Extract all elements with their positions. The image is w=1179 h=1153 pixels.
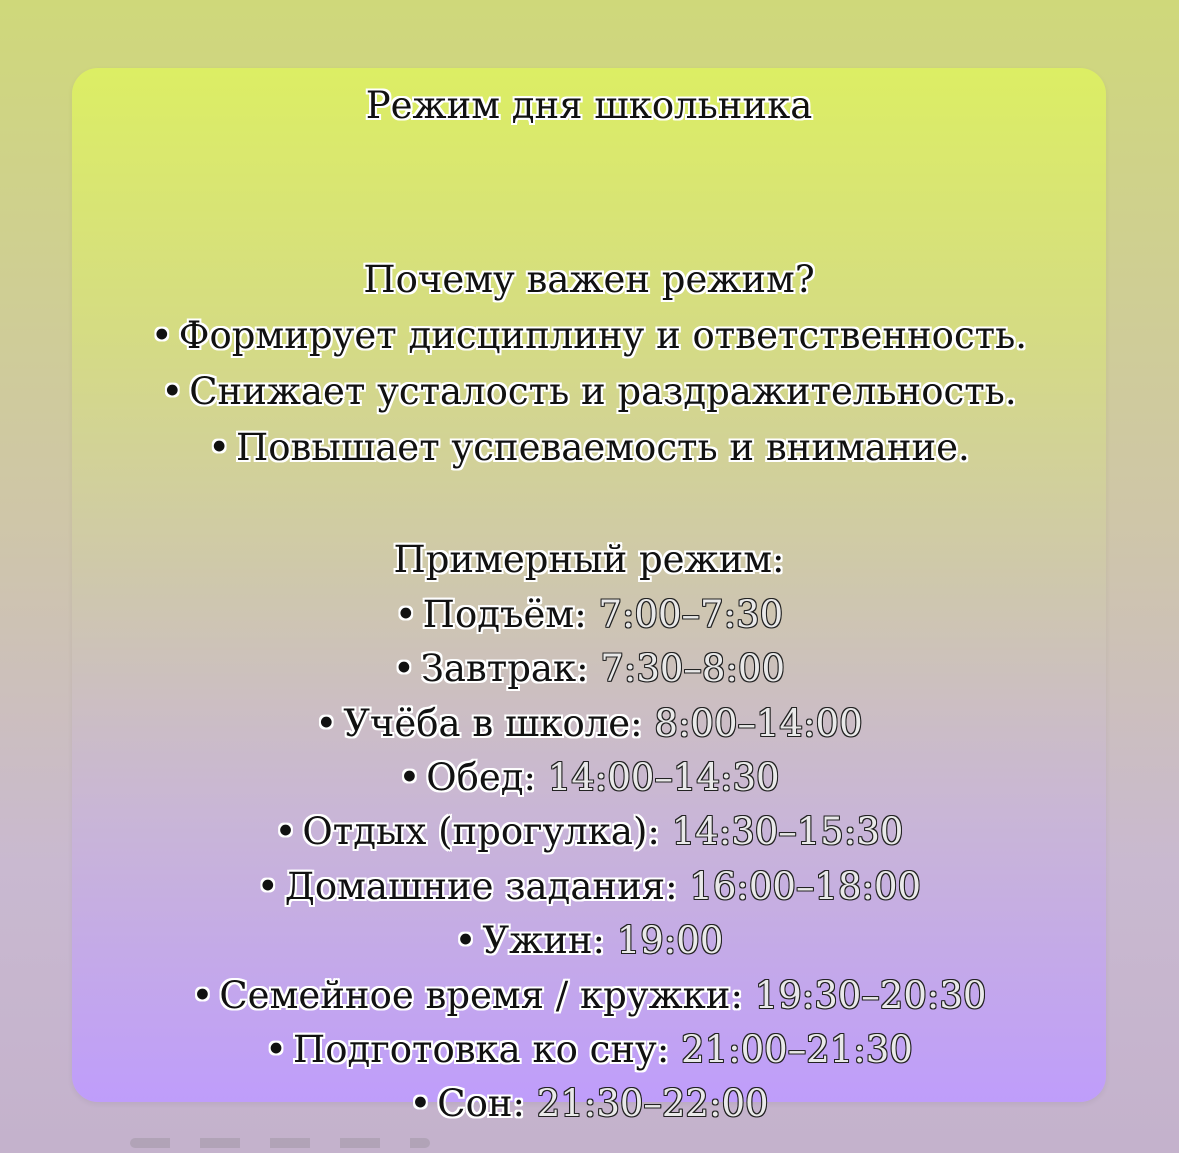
schedule-item: • Обед: 14:00–14:30 bbox=[398, 756, 780, 799]
bullet-icon: • bbox=[398, 756, 421, 799]
schedule-item: • Завтрак: 7:30–8:00 bbox=[392, 647, 786, 690]
bullet-icon: • bbox=[392, 647, 415, 690]
schedule-time: 19:00 bbox=[616, 919, 724, 962]
bullet-icon: • bbox=[191, 974, 214, 1017]
bullet-icon: • bbox=[394, 593, 417, 636]
bullet-icon: • bbox=[208, 426, 231, 469]
why-item-1: • Формирует дисциплину и ответственность. bbox=[150, 314, 1028, 357]
schedule-item: • Подготовка ко сну: 21:00–21:30 bbox=[265, 1028, 913, 1071]
why-heading: Почему важен режим? bbox=[363, 258, 815, 301]
why-item-2: • Снижает усталость и раздражительность. bbox=[161, 370, 1017, 413]
schedule-time: 7:00–7:30 bbox=[598, 593, 784, 636]
schedule-item: • Отдых (прогулка): 14:30–15:30 bbox=[274, 810, 904, 853]
schedule-item: • Ужин: 19:00 bbox=[454, 919, 724, 962]
schedule-time: 21:30–22:00 bbox=[536, 1082, 769, 1125]
schedule-item: • Домашние задания: 16:00–18:00 bbox=[256, 865, 922, 908]
schedule-time: 8:00–14:00 bbox=[654, 702, 863, 745]
schedule-heading: Примерный режим: bbox=[393, 538, 785, 581]
schedule-item: • Подъём: 7:00–7:30 bbox=[394, 593, 784, 636]
card-title: Режим дня школьника bbox=[365, 84, 813, 127]
schedule-time: 14:00–14:30 bbox=[547, 756, 780, 799]
schedule-item: • Учёба в школе: 8:00–14:00 bbox=[315, 702, 863, 745]
bullet-icon: • bbox=[315, 702, 338, 745]
bullet-icon: • bbox=[150, 314, 173, 357]
schedule-time: 7:30–8:00 bbox=[600, 647, 786, 690]
bullet-icon: • bbox=[274, 810, 297, 853]
schedule-time: 21:00–21:30 bbox=[681, 1028, 913, 1071]
schedule-time: 19:30–20:30 bbox=[754, 974, 987, 1017]
schedule-item: • Сон: 21:30–22:00 bbox=[409, 1082, 769, 1125]
schedule-time: 14:30–15:30 bbox=[671, 810, 904, 853]
bullet-icon: • bbox=[409, 1082, 432, 1125]
bullet-icon: • bbox=[161, 370, 184, 413]
bullet-icon: • bbox=[265, 1028, 287, 1071]
schedule-time: 16:00–18:00 bbox=[689, 865, 922, 908]
bullet-icon: • bbox=[256, 865, 279, 908]
schedule-card bbox=[72, 68, 1106, 1125]
why-item-3: • Повышает успеваемость и внимание. bbox=[208, 426, 970, 469]
cropped-caption-fragment bbox=[130, 1138, 430, 1148]
schedule-item: • Семейное время / кружки: 19:30–20:30 bbox=[191, 974, 987, 1017]
bullet-icon: • bbox=[454, 919, 477, 962]
